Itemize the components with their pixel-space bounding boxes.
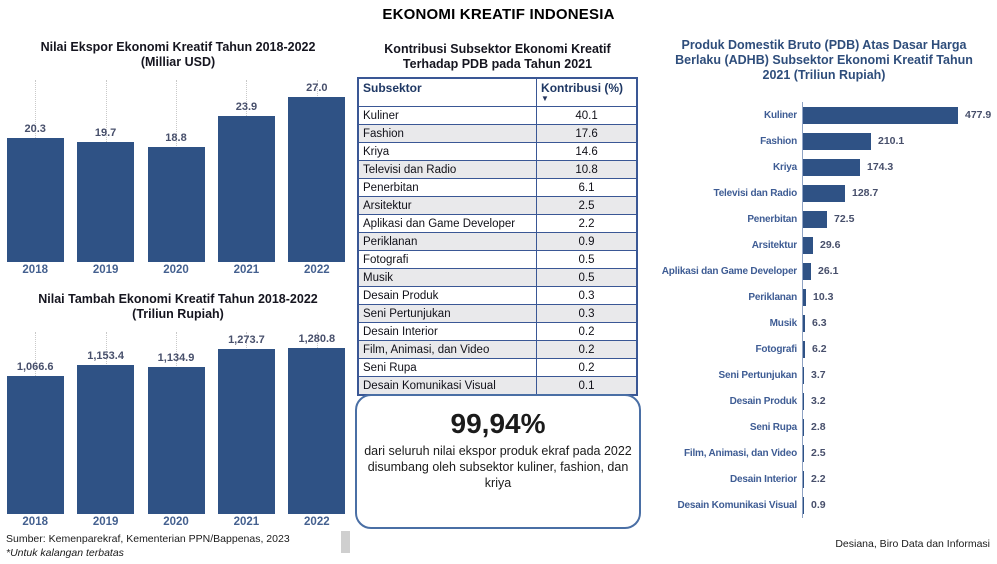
bar-Aplikasi dan Game Developer[interactable] [803, 263, 811, 280]
bar-area [802, 414, 996, 440]
bar-Kuliner[interactable] [803, 107, 958, 124]
export-bar-chart [0, 78, 352, 278]
bar-value-label: 23.9 [235, 101, 258, 113]
bar-column [0, 330, 70, 514]
table-row[interactable] [358, 179, 637, 197]
axis-label-2022: 2022 [304, 264, 330, 276]
bar-group-2021 [211, 330, 281, 530]
subsector-cell: Televisi dan Radio [358, 161, 537, 179]
hbar-row-Periklanan [652, 284, 996, 310]
category-label: Penerbitan [747, 213, 797, 225]
table-row[interactable] [358, 215, 637, 233]
category-label: Televisi dan Radio [713, 187, 797, 199]
subsector-cell: Desain Produk [358, 287, 537, 305]
bar-Seni Rupa[interactable] [803, 419, 804, 436]
bar-value-label: 20.3 [24, 123, 46, 135]
bar-column [141, 78, 211, 262]
bar-2019[interactable] [77, 142, 134, 262]
hbar-row-Arsitektur [652, 232, 996, 258]
subsector-cell: Film, Animasi, dan Video [358, 341, 537, 359]
subsector-cell: Desain Komunikasi Visual [358, 377, 537, 396]
value-added-chart-title-line1: Nilai Tambah Ekonomi Kreatif Tahun 2018-2022 [38, 292, 318, 306]
bar-column [141, 330, 211, 514]
column-header-kontribusi-label: Kontribusi (%) [541, 81, 624, 95]
subsector-cell: Seni Rupa [358, 359, 537, 377]
table-row[interactable] [358, 197, 637, 215]
bar-value-label: 10.3 [813, 291, 834, 303]
bar-2018[interactable] [7, 138, 64, 262]
value-added-bar-chart [0, 330, 352, 530]
bar-column [70, 330, 140, 514]
bar-value-label: 1,273.7 [228, 334, 265, 346]
bar-value-label: 1,280.8 [298, 333, 336, 345]
bar-area [802, 362, 996, 388]
axis-label-2019: 2019 [92, 516, 119, 528]
bar-2020[interactable] [148, 367, 205, 514]
subsector-cell: Periklanan [358, 233, 537, 251]
bar-2018[interactable] [7, 376, 64, 514]
hbar-row-Kriya [652, 154, 996, 180]
bar-column [70, 78, 140, 262]
bar-2020[interactable] [148, 147, 205, 262]
subsector-cell: Penerbitan [358, 179, 537, 197]
table-title-line2: Terhadap PDB pada Tahun 2021 [402, 57, 593, 71]
hbar-row-Seni Pertunjukan [652, 362, 996, 388]
y-axis-line [802, 102, 803, 518]
contribution-cell: 40.1 [537, 107, 637, 125]
bar-group-2019 [70, 330, 140, 530]
bar-Arsitektur[interactable] [803, 237, 813, 254]
bar-group-2022 [282, 78, 352, 278]
category-label: Seni Pertunjukan [718, 369, 797, 381]
table-row[interactable] [358, 269, 637, 287]
bar-area [802, 388, 996, 414]
bar-2021[interactable] [218, 116, 275, 262]
subsector-cell: Kuliner [358, 107, 537, 125]
contribution-cell: 0.3 [537, 305, 637, 323]
table-row[interactable] [358, 359, 637, 377]
bar-value-label: 1,134.9 [157, 352, 195, 364]
bar-value-label: 6.2 [812, 343, 827, 355]
bar-area [802, 492, 996, 518]
category-label: Desain Komunikasi Visual [677, 499, 797, 511]
bar-value-label: 18.8 [165, 132, 187, 144]
subsector-cell: Aplikasi dan Game Developer [358, 215, 537, 233]
table-row[interactable] [358, 143, 637, 161]
bar-2022[interactable] [288, 348, 345, 514]
bar-column [0, 78, 70, 262]
contribution-cell: 0.9 [537, 233, 637, 251]
bar-group-2018 [0, 78, 70, 278]
category-label: Film, Animasi, dan Video [683, 447, 797, 459]
bar-Fotografi[interactable] [803, 341, 805, 358]
hbar-row-Film, Animasi, dan Video [652, 440, 996, 466]
axis-label-2018: 2018 [22, 516, 48, 528]
subsector-cell: Musik [358, 269, 537, 287]
contribution-cell: 10.8 [537, 161, 637, 179]
bar-value-label: 27.0 [306, 82, 328, 94]
axis-label-2020: 2020 [163, 516, 189, 528]
bar-Musik[interactable] [803, 315, 805, 332]
subsector-cell: Fotografi [358, 251, 537, 269]
bar-area [802, 206, 996, 232]
bar-group-2021 [211, 78, 281, 278]
bar-2022[interactable] [288, 97, 345, 262]
contribution-table [357, 77, 638, 396]
axis-label-2018: 2018 [22, 264, 48, 276]
hbar-row-Kuliner [652, 102, 996, 128]
value-added-chart-title [8, 292, 348, 322]
scrollbar-thumb[interactable] [341, 531, 350, 553]
subsector-cell: Desain Interior [358, 323, 537, 341]
contribution-cell: 0.2 [537, 359, 637, 377]
category-label: Desain Interior [729, 473, 797, 485]
table-row[interactable] [358, 251, 637, 269]
subsector-cell: Arsitektur [358, 197, 537, 215]
bar-2019[interactable] [77, 365, 134, 514]
hbar-row-Desain Komunikasi Visual [652, 492, 996, 518]
bar-value-label: 2.5 [811, 447, 826, 459]
hbar-row-Penerbitan [652, 206, 996, 232]
bar-value-label: 1,066.6 [16, 361, 54, 373]
source-text: Sumber: Kemenparekraf, Kementerian PPN/Bappenas, 2023 [6, 533, 290, 545]
bar-value-label: 6.3 [812, 317, 827, 329]
bar-area [802, 180, 996, 206]
hbar-row-Televisi dan Radio [652, 180, 996, 206]
bar-value-label: 3.2 [811, 395, 826, 407]
table-header-row [358, 78, 637, 107]
contribution-cell: 0.2 [537, 341, 637, 359]
table-row[interactable] [358, 287, 637, 305]
category-label: Kuliner [763, 109, 797, 121]
page-title: EKONOMI KREATIF INDONESIA [382, 6, 615, 23]
table-row[interactable] [358, 107, 637, 125]
bar-value-label: 26.1 [818, 265, 839, 277]
bar-value-label: 3.7 [811, 369, 826, 381]
bar-Film, Animasi, dan Video[interactable] [803, 445, 804, 462]
bar-group-2022 [282, 330, 352, 530]
bar-column [211, 78, 281, 262]
contribution-cell: 0.5 [537, 269, 637, 287]
contribution-cell: 0.1 [537, 377, 637, 396]
bar-Televisi dan Radio[interactable] [803, 185, 845, 202]
hbar-row-Aplikasi dan Game Developer [652, 258, 996, 284]
callout-body: dari seluruh nilai ekspor produk ekraf pada 2022 disumbang oleh subsektor kuliner, fashion, dan kriya [364, 444, 632, 490]
export-chart-title-line1: Nilai Ekspor Ekonomi Kreatif Tahun 2018-2022 [40, 40, 316, 54]
hbar-row-Fashion [652, 128, 996, 154]
pdb-hbar-chart [652, 102, 996, 518]
bar-area [802, 128, 996, 154]
hbar-row-Musik [652, 310, 996, 336]
table-row[interactable] [358, 323, 637, 341]
bar-area [802, 154, 996, 180]
source-note: *Untuk kalangan terbatas [6, 547, 124, 559]
export-chart-title [8, 40, 348, 70]
contribution-cell: 0.5 [537, 251, 637, 269]
contribution-cell: 6.1 [537, 179, 637, 197]
axis-label-2021: 2021 [233, 264, 260, 276]
table-title-line1: Kontribusi Subsektor Ekonomi Kreatif [384, 42, 611, 56]
bar-value-label: 477.9 [965, 109, 992, 121]
bar-area [802, 284, 996, 310]
pdb-chart-title-line2: Berlaku (ADHB) Subsektor Ekonomi Kreatif Tahun [675, 53, 973, 67]
category-label: Aplikasi dan Game Developer [661, 265, 797, 277]
bar-value-label: 0.9 [811, 499, 826, 511]
bar-value-label: 1,153.4 [87, 350, 124, 362]
contribution-cell: 0.2 [537, 323, 637, 341]
hbar-row-Desain Produk [652, 388, 996, 414]
column-header-subsektor[interactable]: Subsektor [358, 78, 537, 107]
bar-column [282, 78, 352, 262]
bar-2021[interactable] [218, 349, 275, 514]
sort-descending-icon[interactable]: ▼ [541, 94, 549, 103]
subsector-cell: Kriya [358, 143, 537, 161]
hbar-row-Fotografi [652, 336, 996, 362]
bar-Penerbitan[interactable] [803, 211, 827, 228]
bar-Fashion[interactable] [803, 133, 871, 150]
bar-value-label: 128.7 [852, 187, 879, 199]
table-row[interactable] [358, 161, 637, 179]
bar-value-label: 2.8 [811, 421, 826, 433]
bar-Periklanan[interactable] [803, 289, 806, 306]
table-row[interactable] [358, 125, 637, 143]
value-added-chart-title-line2: (Triliun Rupiah) [132, 307, 224, 321]
callout-headline: 99,94% [450, 408, 546, 439]
bar-group-2018 [0, 330, 70, 530]
bar-area [802, 258, 996, 284]
bar-Kriya[interactable] [803, 159, 860, 176]
bar-group-2019 [70, 78, 140, 278]
bar-column [282, 330, 352, 514]
subsector-cell: Seni Pertunjukan [358, 305, 537, 323]
hbar-row-Desain Interior [652, 466, 996, 492]
contribution-cell: 17.6 [537, 125, 637, 143]
table-row[interactable] [358, 305, 637, 323]
pdb-chart-title-line1: Produk Domestik Bruto (PDB) Atas Dasar Harga [681, 38, 967, 52]
bar-value-label: 2.2 [811, 473, 826, 485]
category-label: Desain Produk [729, 395, 797, 407]
table-title [355, 42, 640, 72]
subsector-cell: Fashion [358, 125, 537, 143]
category-label: Musik [769, 317, 797, 329]
bar-area [802, 336, 996, 362]
axis-label-2020: 2020 [163, 264, 189, 276]
bar-Desain Komunikasi Visual[interactable] [803, 497, 804, 514]
bar-Desain Interior[interactable] [803, 471, 804, 488]
bar-value-label: 19.7 [94, 127, 117, 139]
category-label: Arsitektur [751, 239, 797, 251]
bar-area [802, 466, 996, 492]
contribution-cell: 0.3 [537, 287, 637, 305]
hbar-row-Seni Rupa [652, 414, 996, 440]
pdb-chart-title [652, 38, 996, 83]
category-label: Fashion [760, 135, 797, 147]
category-label: Kriya [772, 161, 797, 173]
bar-group-2020 [141, 330, 211, 530]
highlight-callout [355, 394, 641, 529]
bar-value-label: 29.6 [820, 239, 841, 251]
bar-group-2020 [141, 78, 211, 278]
credit-text: Desiana, Biro Data dan Informasi [835, 538, 990, 550]
contribution-cell: 2.2 [537, 215, 637, 233]
category-label: Periklanan [748, 291, 797, 303]
bar-value-label: 174.3 [867, 161, 894, 173]
bar-area [802, 102, 996, 128]
bar-Desain Produk[interactable] [803, 393, 804, 410]
axis-label-2019: 2019 [92, 264, 119, 276]
bar-area [802, 310, 996, 336]
export-chart-title-line2: (Milliar USD) [140, 55, 216, 69]
bar-value-label: 210.1 [878, 135, 905, 147]
table-row[interactable] [358, 341, 637, 359]
category-label: Seni Rupa [749, 421, 797, 433]
axis-label-2022: 2022 [304, 516, 330, 528]
table-row[interactable] [358, 377, 637, 396]
axis-label-2021: 2021 [233, 516, 260, 528]
contribution-cell: 2.5 [537, 197, 637, 215]
column-header-kontribusi[interactable] [537, 78, 637, 107]
bar-Seni Pertunjukan[interactable] [803, 367, 804, 384]
category-label: Fotografi [755, 343, 797, 355]
contribution-cell: 14.6 [537, 143, 637, 161]
bar-value-label: 72.5 [834, 213, 855, 225]
bar-column [211, 330, 281, 514]
pdb-chart-title-line3: 2021 (Triliun Rupiah) [762, 68, 886, 82]
bar-area [802, 232, 996, 258]
table-row[interactable] [358, 233, 637, 251]
bar-area [802, 440, 996, 466]
